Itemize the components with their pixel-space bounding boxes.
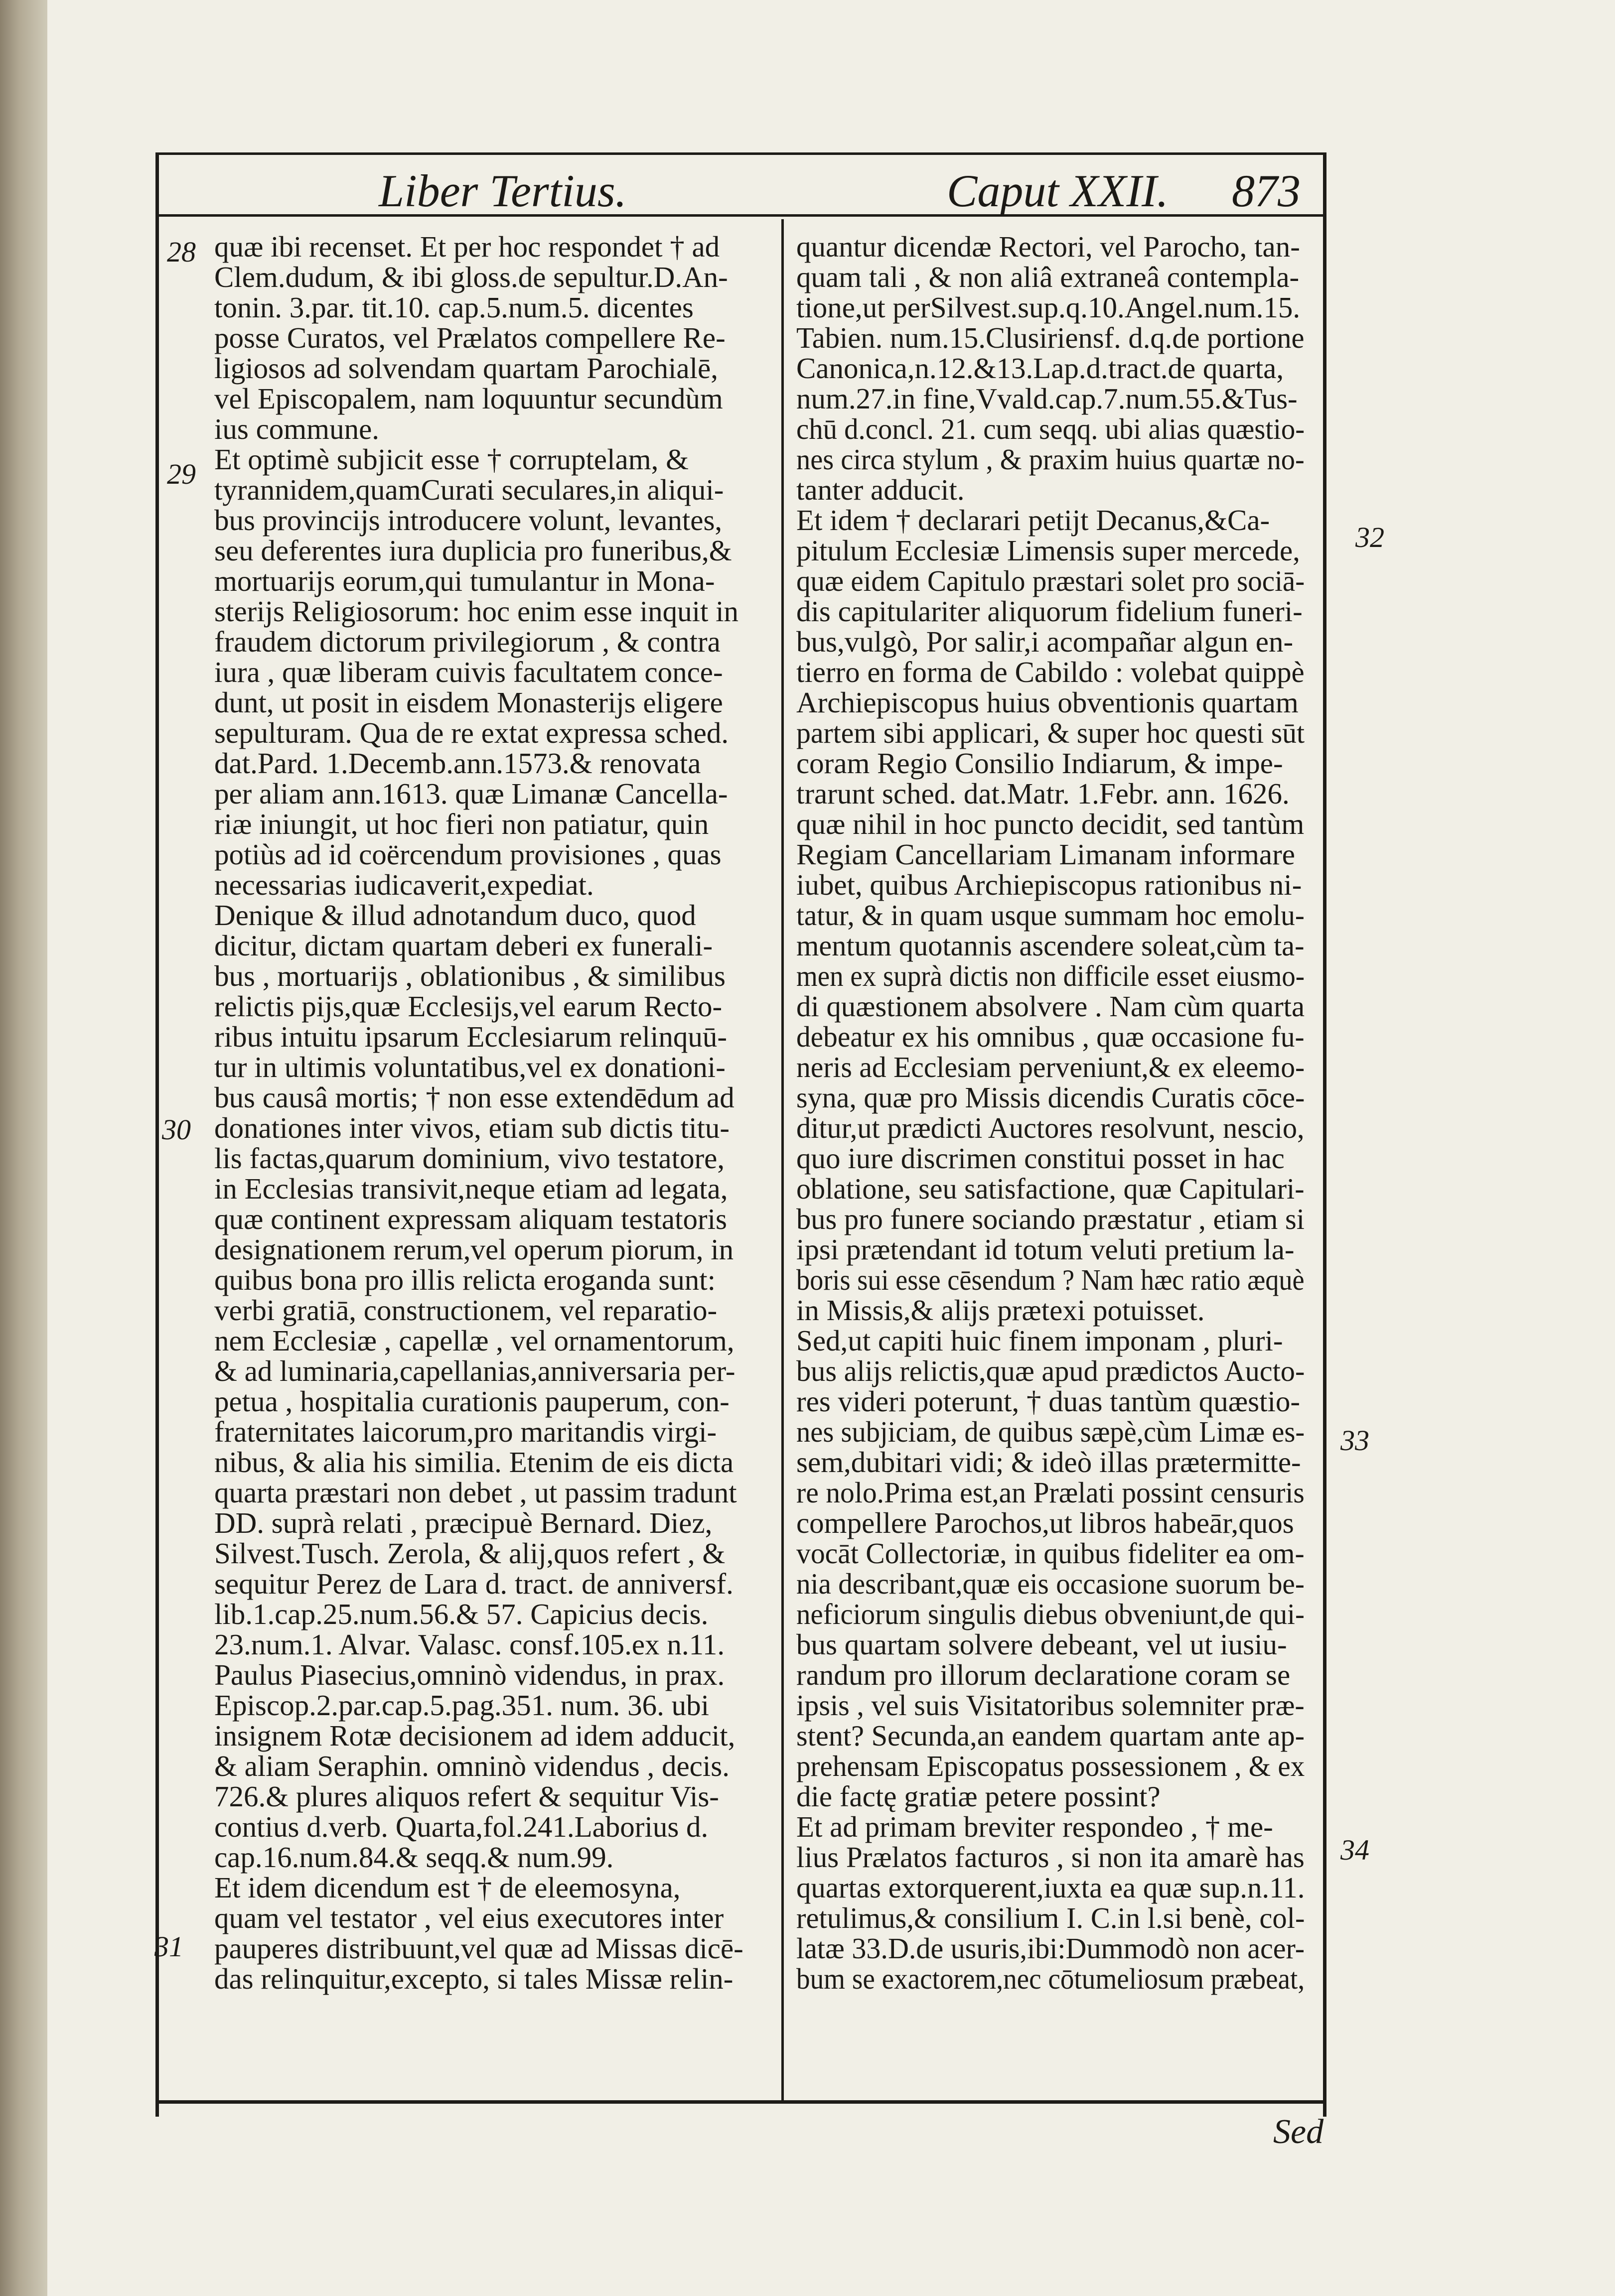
text-line: nibus, & alia his similia. Etenim de eis dicta xyxy=(214,1446,734,1479)
text-line: oblatione, seu satisfactione, quæ Capitulari- xyxy=(796,1172,1305,1205)
text-line: insignem Rotæ decisionem ad idem adducit, xyxy=(214,1719,735,1752)
text-line: tierro en forma de Cabildo : volebat quippè xyxy=(796,656,1305,688)
text-line: 726.& plures aliquos refert & sequitur Vis- xyxy=(214,1780,719,1813)
text-line: per aliam ann.1613. quæ Limanæ Cancella- xyxy=(214,777,728,810)
text-line: 23.num.1. Alvar. Valasc. consf.105.ex n.11. xyxy=(214,1628,725,1661)
text-line: dat.Pard. 1.Decemb.ann.1573.& renovata xyxy=(214,747,701,780)
text-line: necessarias iudicaverit,expediat. xyxy=(214,868,594,901)
text-line: bus causâ mortis; † non esse extendēdum ad xyxy=(214,1081,734,1114)
text-line: ius commune. xyxy=(214,412,380,445)
text-line: tyrannidem,quamCurati seculares,in aliqui- xyxy=(214,473,724,506)
text-line: die factę gratiæ petere possint? xyxy=(796,1780,1161,1813)
text-line: retulimus,& consilium I. C.in l.si benè, col- xyxy=(796,1901,1305,1934)
text-line: bus quartam solvere debeant, vel ut iusiu- xyxy=(796,1628,1287,1661)
margin-number: 29 xyxy=(167,458,196,490)
text-line: debeatur ex his omnibus , quæ occasione fu- xyxy=(796,1020,1305,1053)
text-line: randum pro illorum declaratione coram se xyxy=(796,1658,1291,1691)
text-line: mentum quotannis ascendere soleat,cùm ta- xyxy=(796,929,1305,962)
text-line: verbi gratiā, constructionem, vel reparatio- xyxy=(214,1294,718,1327)
text-line: potiùs ad id coërcendum provisiones , quas xyxy=(214,838,722,871)
text-line: quibus bona pro illis relicta eroganda sunt: xyxy=(214,1263,716,1296)
text-line: vel Episcopalem, nam loquuntur secundùm xyxy=(214,382,723,415)
text-line: Canonica,n.12.&13.Lap.d.tract.de quarta, xyxy=(796,352,1284,385)
text-line: dis capitulariter aliquorum fidelium funeri- xyxy=(796,595,1303,628)
text-line: fraternitates laicorum,pro maritandis virgi- xyxy=(214,1415,717,1448)
text-line: quartas extorquerent,iuxta ea quæ sup.n.11. xyxy=(796,1871,1305,1904)
text-line: neficiorum singulis diebus obveniunt,de qui- xyxy=(796,1598,1305,1630)
left-text-column xyxy=(214,232,757,1994)
text-line: quo iure discrimen constitui posset in hac xyxy=(796,1142,1285,1175)
text-line: Et optimè subjicit esse † corruptelam, & xyxy=(214,443,689,476)
text-line: quarta præstari non debet , ut passim tradunt xyxy=(214,1476,737,1509)
margin-number: 30 xyxy=(162,1113,191,1146)
text-line: quantur dicendæ Rectori, vel Parocho, tan- xyxy=(796,230,1300,263)
running-title-left: Liber Tertius. xyxy=(379,165,627,216)
text-line: tanter adducit. xyxy=(796,473,965,506)
text-line: & aliam Seraphin. omninò videndus , decis. xyxy=(214,1750,730,1782)
text-line: prehensam Episcopatus possessionem , & ex xyxy=(796,1750,1305,1782)
text-line: mortuarijs eorum,qui tumulantur in Mona- xyxy=(214,564,715,597)
margin-number: 31 xyxy=(154,1930,183,1963)
text-line: designationem rerum,vel operum piorum, in xyxy=(214,1233,734,1266)
text-line: bus pro funere sociando præstatur , etiam si xyxy=(796,1203,1305,1235)
text-line: quæ continent expressam aliquam testatoris xyxy=(214,1203,727,1235)
text-line: quam vel testator , vel eius executores inter xyxy=(214,1901,724,1934)
text-line: iubet, quibus Archiepiscopus rationibus ni- xyxy=(796,868,1302,901)
text-line: Regiam Cancellariam Limanam informare xyxy=(796,838,1295,871)
text-line: coram Regio Consilio Indiarum, & impe- xyxy=(796,747,1283,780)
text-line: vocāt Collectoriæ, in quibus fideliter ea om- xyxy=(796,1537,1305,1570)
text-line: quæ eidem Capitulo præstari solet pro sociā- xyxy=(796,564,1305,597)
right-text-column xyxy=(796,232,1305,1994)
text-line: ditur,ut prædicti Auctores resolvunt, nescio, xyxy=(796,1111,1305,1144)
text-line: Denique & illud adnotandum duco, quod xyxy=(214,899,696,932)
text-line: re nolo.Prima est,an Prælati possint censuris xyxy=(796,1476,1305,1509)
text-line: Episcop.2.par.cap.5.pag.351. num. 36. ubi xyxy=(214,1689,710,1722)
text-line: seu deferentes iura duplicia pro funeribus,& xyxy=(214,534,732,567)
book-gutter xyxy=(0,0,47,2296)
text-line: chū d.concl. 21. cum seqq. ubi alias quæstio- xyxy=(796,412,1305,445)
text-line: num.27.in fine,Vvald.cap.7.num.55.&Tus- xyxy=(796,382,1298,415)
text-line: Et idem † declarari petijt Decanus,&Ca- xyxy=(796,504,1270,537)
text-line: Paulus Piasecius,omninò videndus, in prax. xyxy=(214,1658,725,1691)
catchword: Sed xyxy=(1273,2113,1324,2151)
text-line: in Ecclesias transivit,neque etiam ad legata, xyxy=(214,1172,728,1205)
text-line: lib.1.cap.25.num.56.& 57. Capicius decis. xyxy=(214,1598,709,1630)
text-line: bus provincijs introducere volunt, levantes, xyxy=(214,504,723,537)
running-title-right: Caput XXII. xyxy=(947,165,1169,216)
text-line: sem,dubitari vidi; & ideò illas prætermitte- xyxy=(796,1446,1301,1479)
text-line: quam tali , & non aliâ extraneâ contempla- xyxy=(796,261,1300,293)
text-line: lius Prælatos facturos , si non ita amarè has xyxy=(796,1841,1305,1874)
text-line: ipsis , vel suis Visitatoribus solemniter præ- xyxy=(796,1689,1305,1722)
text-line: nem Ecclesiæ , capellæ , vel ornamentorum, xyxy=(214,1324,734,1357)
text-line: tatur, & in quam usque summam hoc emolu- xyxy=(796,899,1305,932)
text-line: das relinquitur,excepto, si tales Missæ relin- xyxy=(214,1962,734,1995)
text-line: petua , hospitalia curationis pauperum, con- xyxy=(214,1385,730,1418)
text-line: res videri poterunt, † duas tantùm quæstio- xyxy=(796,1385,1301,1418)
text-line: stent? Secunda,an eandem quartam ante ap- xyxy=(796,1719,1305,1752)
margin-number: 34 xyxy=(1340,1834,1369,1866)
text-line: fraudem dictorum privilegiorum , & contra xyxy=(214,625,721,658)
text-line: cap.16.num.84.& seqq.& num.99. xyxy=(214,1841,614,1874)
page-number: 873 xyxy=(1232,165,1301,216)
text-line: latæ 33.D.de usuris,ibi:Dummodò non acer- xyxy=(796,1932,1305,1965)
text-line: ipsi prætendant id totum veluti pretium la- xyxy=(796,1233,1295,1266)
margin-number: 32 xyxy=(1355,521,1384,553)
text-line: compellere Parochos,ut libros habeār,quos xyxy=(796,1506,1294,1539)
text-line: syna, quæ pro Missis dicendis Curatis cōce- xyxy=(796,1081,1305,1114)
text-line: boris sui esse cēsendum ? Nam hæc ratio æquè xyxy=(796,1263,1305,1296)
text-line: Et ad primam breviter respondeo , † me- xyxy=(796,1810,1273,1843)
text-line: men ex suprà dictis non difficile esset eiusmo- xyxy=(796,959,1305,992)
text-line: partem sibi applicari, & super hoc questi sūt xyxy=(796,716,1305,749)
text-line: contius d.verb. Quarta,fol.241.Laborius d. xyxy=(214,1810,709,1843)
text-line: posse Curatos, vel Prælatos compellere Re- xyxy=(214,321,726,354)
text-line: ligiosos ad solvendam quartam Parochialē, xyxy=(214,352,718,385)
text-line: tonin. 3.par. tit.10. cap.5.num.5. dicentes xyxy=(214,291,694,324)
text-line: tione,ut perSilvest.sup.q.10.Angel.num.15. xyxy=(796,291,1301,324)
margin-number: 33 xyxy=(1340,1424,1369,1457)
text-line: bus,vulgò, Por salir,i acompañar algun en- xyxy=(796,625,1294,658)
column-divider xyxy=(781,219,784,2100)
text-line: pauperes distribuunt,vel quæ ad Missas dicē- xyxy=(214,1932,743,1965)
text-line: bus alijs relictis,quæ apud prædictos Aucto- xyxy=(796,1354,1305,1387)
text-line: tur in ultimis voluntatibus,vel ex donationi- xyxy=(214,1051,726,1083)
bottom-rule xyxy=(155,2100,1326,2104)
text-line: Tabien. num.15.Clusiriensf. d.q.de portione xyxy=(796,321,1305,354)
text-line: donationes inter vivos, etiam sub dictis titu- xyxy=(214,1111,730,1144)
text-line: dunt, ut posit in eisdem Monasterijs eligere xyxy=(214,686,723,719)
text-line: di quæstionem absolvere . Nam cùm quarta xyxy=(796,990,1305,1023)
text-line: Archiepiscopus huius obventionis quartam xyxy=(796,686,1299,719)
text-line: quæ ibi recenset. Et per hoc respondet † ad xyxy=(214,230,720,263)
text-line: sepulturam. Qua de re extat expressa sched. xyxy=(214,716,729,749)
text-line: riæ iniungit, ut hoc fieri non patiatur, quin xyxy=(214,808,709,840)
text-line: in Missis,& alijs prætexi potuisset. xyxy=(796,1294,1205,1327)
text-line: Clem.dudum, & ibi gloss.de sepultur.D.An- xyxy=(214,261,728,293)
text-line: trarunt sched. dat.Matr. 1.Febr. ann. 1626. xyxy=(796,777,1290,810)
text-line: quæ nihil in hoc puncto decidit, sed tantùm xyxy=(796,808,1305,840)
text-line: bus , mortuarijs , oblationibus , & similibus xyxy=(214,959,726,992)
text-line: lis factas,quarum dominium, vivo testatore, xyxy=(214,1142,725,1175)
text-line: ribus intuitu ipsarum Ecclesiarum relinquū- xyxy=(214,1020,727,1053)
text-line: neris ad Ecclesiam perveniunt,& ex eleemo- xyxy=(796,1051,1305,1083)
text-line: pitulum Ecclesiæ Limensis super mercede, xyxy=(796,534,1300,567)
text-line: sequitur Perez de Lara d. tract. de anniversf. xyxy=(214,1567,734,1600)
text-line: iura , quæ liberam cuivis facultatem conce- xyxy=(214,656,723,688)
text-line: relictis pijs,quæ Ecclesijs,vel earum Recto- xyxy=(214,990,723,1023)
text-line: nia describant,quæ eis occasione suorum be- xyxy=(796,1567,1305,1600)
text-line: sterijs Religiosorum: hoc enim esse inquit in xyxy=(214,595,739,628)
text-line: Et idem dicendum est † de eleemosyna, xyxy=(214,1871,681,1904)
text-line: dicitur, dictam quartam deberi ex funerali- xyxy=(214,929,713,962)
text-line: Silvest.Tusch. Zerola, & alij,quos refert , & xyxy=(214,1537,726,1570)
text-line: DD. suprà relati , præcipuè Bernard. Diez, xyxy=(214,1506,713,1539)
text-line: & ad luminaria,capellanias,anniversaria per- xyxy=(214,1354,735,1387)
margin-number: 28 xyxy=(167,236,196,268)
text-line: nes subjiciam, de quibus sæpè,cùm Limæ es- xyxy=(796,1415,1305,1448)
text-line: Sed,ut capiti huic finem imponam , pluri- xyxy=(796,1324,1283,1357)
text-line: bum se exactorem,nec cōtumeliosum præbeat, xyxy=(796,1962,1305,1995)
text-line: nes circa stylum , & praxim huius quartæ no- xyxy=(796,443,1305,476)
